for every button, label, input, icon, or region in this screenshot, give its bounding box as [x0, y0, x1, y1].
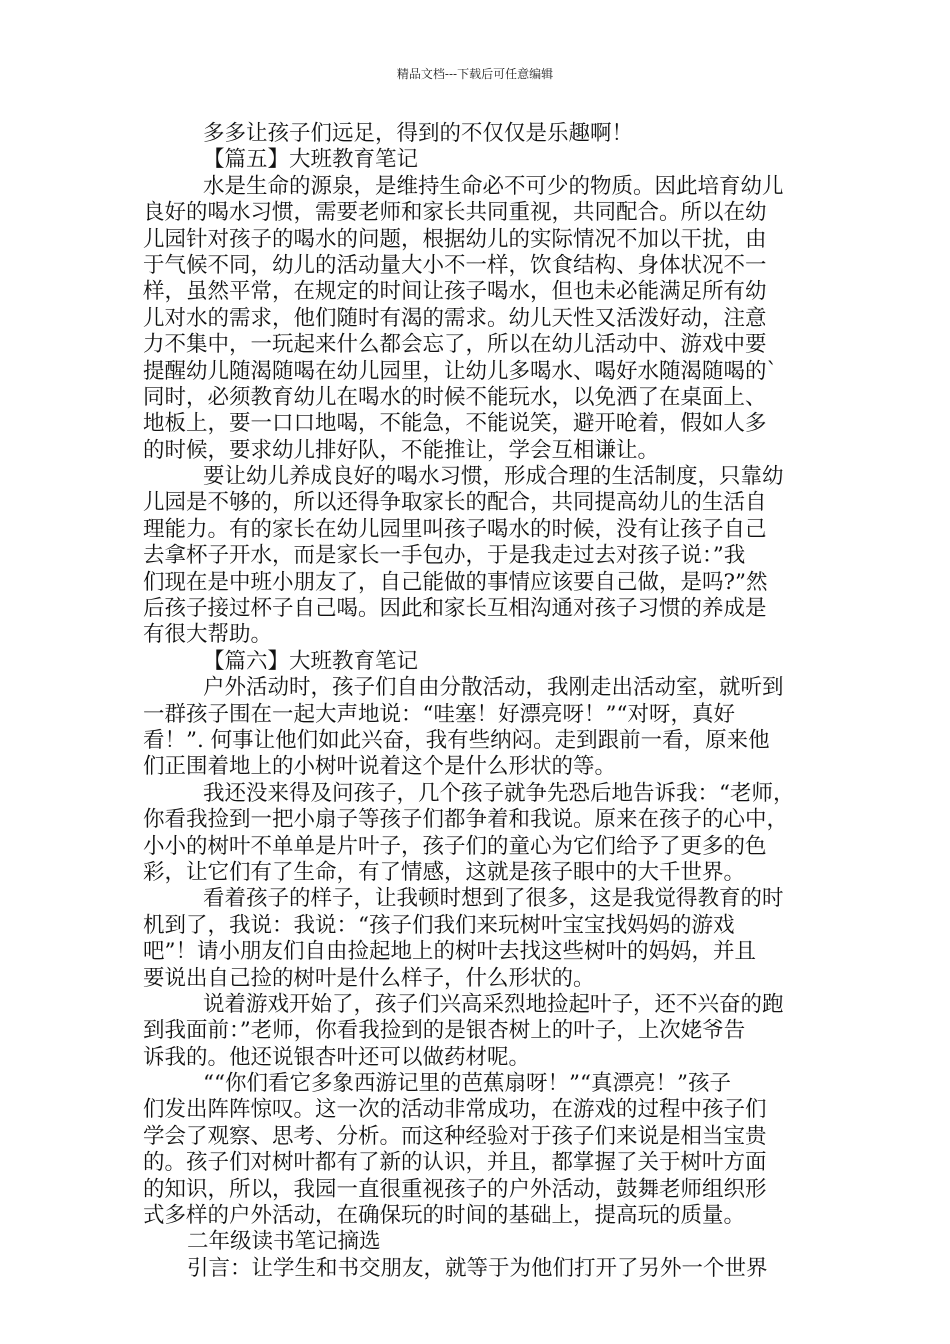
text-line: 学会了观察、思考、分析。而这种经验对于孩子们来说是相当宝贵: [143, 1123, 767, 1149]
section-heading: 【篇五】大班教育笔记: [203, 147, 419, 173]
text-line: 二年级读书笔记摘选: [187, 1229, 381, 1255]
text-line: 后孩子接过杯子自己喝。因此和家长互相沟通对孩子习惯的养成是: [143, 596, 767, 622]
page-header: 精品文档---下载后可任意编辑: [396, 67, 554, 81]
text-line: ““你们看它多象西游记里的芭蕉扇呀！”“真漂亮！”孩子: [203, 1071, 731, 1097]
text-line: 式多样的户外活动，在确保玩的时间的基础上，提高玩的质量。: [143, 1203, 746, 1229]
text-line: 地板上，要一口口地喝，不能急，不能说笑，避开呛着，假如人多: [143, 411, 767, 437]
text-line: 多多让孩子们远足，得到的不仅仅是乐趣啊！: [203, 121, 634, 146]
text-line: 的知识，所以，我园一直很重视孩子的户外活动，鼓舞老师组织形: [143, 1176, 767, 1202]
text-line: 看着孩子的样子，让我顿时想到了很多，这是我觉得教育的时: [203, 886, 784, 912]
text-line: 良好的喝水习惯，需要老师和家长共同重视，共同配合。所以在幼: [143, 200, 767, 226]
text-line: 的。孩子们对树叶都有了新的认识，并且，都掌握了关于树叶方面: [143, 1150, 767, 1176]
text-line: 儿对水的需求，他们随时有渴的需求。幼儿天性又活泼好动，注意: [143, 305, 767, 331]
text-line: 们发出阵阵惊叹。这一次的活动非常成功，在游戏的过程中孩子们: [143, 1097, 767, 1123]
text-line: 到我面前：”老师，你看我捡到的是银杏树上的叶子，上次姥爷告: [143, 1018, 746, 1044]
text-line: 看！”. 何事让他们如此兴奋，我有些纳闷。走到跟前一看，原来他: [143, 727, 770, 753]
text-line: 你看我捡到一把小扇子等孩子们都争着和我说。原来在孩子的心中，: [143, 807, 789, 833]
text-line: 户外活动时，孩子们自由分散活动，我刚走出活动室，就听到: [203, 675, 784, 701]
text-line: 去拿杯子开水，而是家长一手包办，于是我走过去对孩子说：”我: [143, 543, 746, 569]
text-line: 彩，让它们有了生命，有了情感，这就是孩子眼中的大千世界。: [143, 859, 746, 885]
text-line: 小小的树叶不单单是片叶子，孩子们的童心为它们给予了更多的色: [143, 833, 767, 859]
text-line: 的时候，要求幼儿排好队，不能推让，学会互相谦让。: [143, 437, 660, 463]
text-line: 机到了，我说：我说：“孩子们我们来玩树叶宝宝找妈妈的游戏: [143, 912, 735, 938]
text-line: 同时，必须教育幼儿在喝水的时候不能玩水，以免洒了在桌面上、: [143, 384, 767, 410]
text-line: 儿园是不够的，所以还得争取家长的配合，共同提高幼儿的生活自: [143, 490, 767, 516]
text-line: 吧”！请小朋友们自由捡起地上的树叶去找这些树叶的妈妈，并且: [143, 939, 756, 965]
text-line: 儿园针对孩子的喝水的问题，根据幼儿的实际情况不加以干扰，由: [143, 226, 767, 252]
section-heading: 【篇六】大班教育笔记: [203, 648, 419, 674]
text-line: 要说出自己捡的树叶是什么样子，什么形状的。: [143, 965, 595, 991]
text-line: 引言：让学生和书交朋友，就等于为他们打开了另外一个世界: [187, 1255, 768, 1281]
text-line: 水是生命的源泉，是维持生命必不可少的物质。因此培育幼儿: [203, 173, 784, 199]
text-line: 们正围着地上的小树叶说着这个是什么形状的等。: [143, 754, 617, 780]
text-line: 诉我的。他还说银杏叶还可以做药材呢。: [143, 1044, 531, 1070]
text-line: 提醒幼儿随渴随喝在幼儿园里，让幼儿多喝水、喝好水随渴随喝的`: [143, 358, 778, 384]
text-line: 有很大帮助。: [143, 622, 273, 648]
text-line: 样，虽然平常，在规定的时间让孩子喝水，但也未必能满足所有幼: [143, 279, 767, 305]
text-line: 说着游戏开始了，孩子们兴高采烈地捡起叶子，还不兴奋的跑: [203, 991, 784, 1017]
text-line: 要让幼儿养成良好的喝水习惯，形成合理的生活制度，只靠幼: [203, 464, 784, 490]
document-body: [143, 121, 807, 1282]
text-line: 理能力。有的家长在幼儿园里叫孩子喝水的时候，没有让孩子自己: [143, 516, 767, 542]
text-line: 力不集中，一玩起来什么都会忘了，所以在幼儿活动中、游戏中要: [143, 332, 767, 358]
text-line: 一群孩子围在一起大声地说：“哇塞！好漂亮呀！”“对呀，真好: [143, 701, 735, 727]
text-line: 于气候不同，幼儿的活动量大小不一样，饮食结构、身体状况不一: [143, 252, 767, 278]
text-line: 们现在是中班小朋友了，自己能做的事情应该要自己做，是吗?”然: [143, 569, 768, 595]
text-line: 我还没来得及问孩子，几个孩子就争先恐后地告诉我：“老师，: [203, 780, 795, 806]
